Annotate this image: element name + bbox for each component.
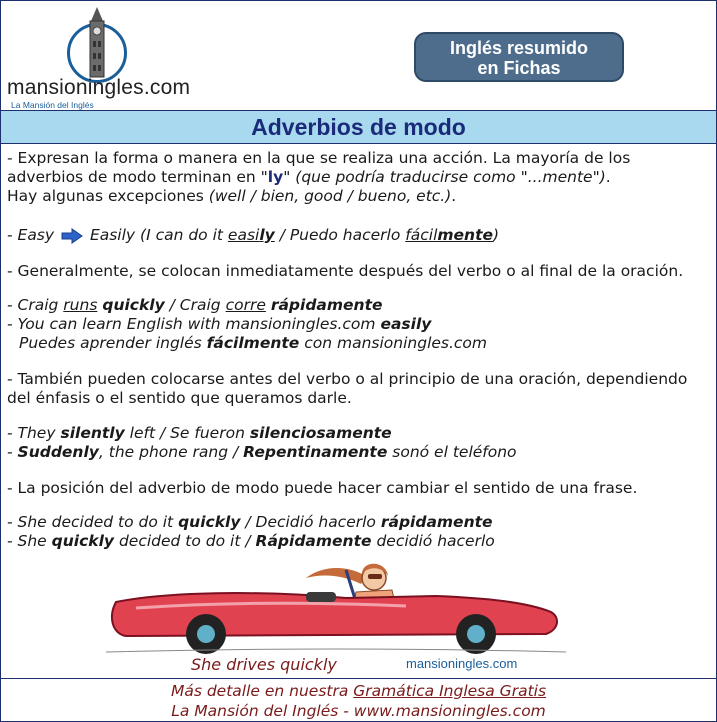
footer [1,678,716,721]
intro-text: Hay algunas excepciones [7,187,209,205]
example-text: - She decided to do it [7,513,174,531]
example-text: - You can learn English with mansioningles.com [7,315,376,333]
example-text: decided to do it / [118,532,251,550]
footer-text: Más detalle en nuestra [170,682,354,700]
intro-text: . [451,187,457,205]
arrow-right-icon [61,228,83,244]
example-decided-2 [7,532,495,551]
example-text: Easily (I can do it [89,226,223,244]
facilmente-word [405,226,493,244]
exceptions: (well / bien, good / bueno, etc.) [208,187,452,205]
series-badge[interactable] [414,32,624,82]
badge-line-2: en Fichas [477,58,561,78]
example-text: left / Se fueron [129,424,245,442]
example-easily [7,226,499,245]
intro-text: " [283,168,296,186]
example-text: ) [493,226,500,244]
adverb-rapidamente: rápidamente [380,513,493,531]
adverb-repentinamente: Repentinamente [243,443,388,461]
logo-text: mansioningles.com [7,76,191,99]
rule-position-after: - Generalmente, se colocan inmediatamente después del verbo o al final de la oración. [7,262,684,280]
intro-line-2 [7,168,611,187]
word-stem: easi [227,226,260,244]
example-text: / Decidió hacerlo [245,513,376,531]
example-text: - She [7,532,47,550]
adverb-facilmente: fácilmente [206,334,300,352]
site-logo[interactable] [7,7,207,110]
adverb-quickly: quickly [51,532,115,550]
adverb-silenciosamente: silenciosamente [249,424,392,442]
title-bar [1,110,716,144]
example-suddenly [7,443,517,462]
example-silently [7,424,392,443]
adverb-easily: easily [380,315,432,333]
page-title: Adverbios de modo [251,114,466,140]
adverb-quickly: quickly [102,296,165,314]
illustration-caption: She drives quickly [191,655,337,674]
adverb-quickly: quickly [178,513,241,531]
word-stem: fácil [405,226,438,244]
example-text: - [7,443,18,461]
easily-word [228,226,275,244]
adverb-rapidamente: rápidamente [270,296,383,314]
intro-text: . [605,168,611,186]
intro-line-1: - Expresan la forma o manera en la que se realiza una acción. La mayoría de los [7,149,631,167]
adverb-silently: silently [60,424,125,442]
intro-text: adverbios de modo terminan en " [7,168,268,186]
word-suffix: ly [259,226,275,244]
footer-line-1 [1,681,716,701]
example-text: - Craig [7,296,59,314]
badge-line-1: Inglés resumido [449,38,589,58]
rule-position-before-2: del énfasis o el sentido que queramos darle. [7,389,352,407]
intro-translation: (que podría traducirse como "...mente") [295,168,606,186]
example-text: , the phone rang / [98,443,239,461]
adverb-rapidamente: Rápidamente [255,532,372,550]
rule-meaning: - La posición del adverbio de modo puede hacer cambiar el sentido de una frase. [7,479,638,497]
watermark: mansioningles.com [406,656,518,671]
example-text: decidió hacerlo [376,532,495,550]
logo-subtitle: La Mansión del Inglés [11,100,94,110]
intro-line-3 [7,187,456,206]
example-learn-translation [19,334,487,353]
word-suffix: mente [437,226,493,244]
example-learn [7,315,431,334]
example-text: / Craig [169,296,221,314]
example-craig [7,296,383,315]
example-decided-1 [7,513,493,532]
tower-icon [79,7,115,79]
example-text: - Easy [7,226,55,244]
rule-position-before-1: - También pueden colocarse antes del verbo o al principio de una oración, dependiendo [7,370,688,388]
ly-suffix: ly [267,168,284,186]
verb-corre: corre [225,296,266,314]
verb-runs: runs [63,296,98,314]
example-text: con mansioningles.com [304,334,488,352]
grammar-link[interactable]: Gramática Inglesa Gratis [353,682,547,700]
example-text: sonó el teléfono [392,443,517,461]
example-text: Puedes aprender inglés [19,334,202,352]
adverb-suddenly: Suddenly [17,443,99,461]
example-text: / Puedo hacerlo [279,226,401,244]
convertible-car-icon [106,556,566,656]
header [1,1,716,110]
footer-line-2: La Mansión del Inglés - www.mansioningles.com [171,702,546,720]
example-text: - They [7,424,56,442]
